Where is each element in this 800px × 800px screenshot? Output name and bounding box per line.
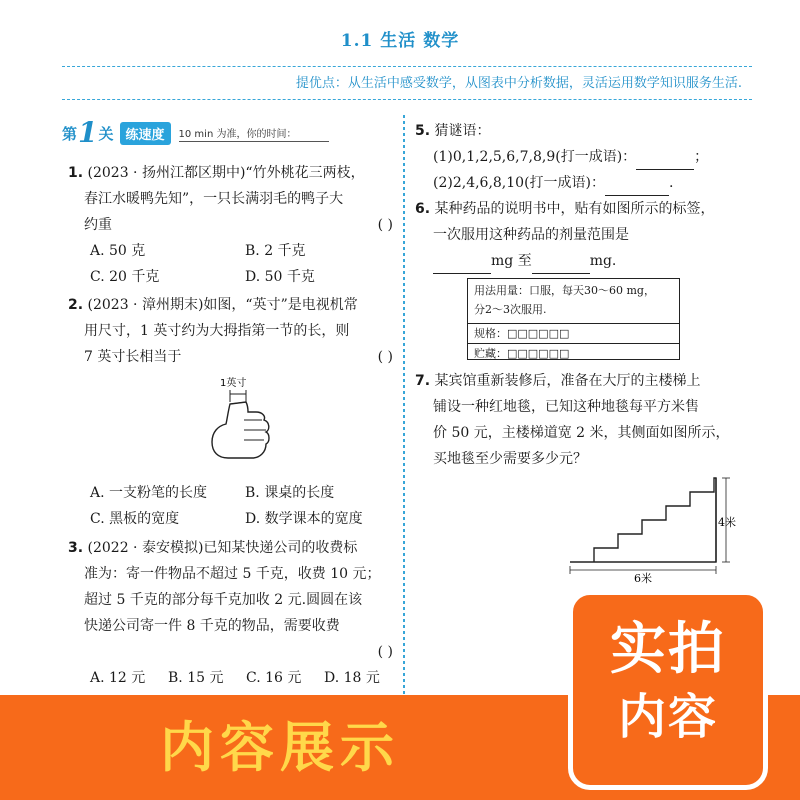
staircase-figure <box>560 470 750 585</box>
medicine-label-spec: 规格：□□□□□□ <box>468 324 679 344</box>
q3-option: C. 16 元 <box>246 670 302 686</box>
q2-line: (2023 · 漳州期末)如图，“英寸”是电视机常 <box>87 297 358 313</box>
q3-line: 准为：寄一件物品不超过 5 千克，收费 10 元； <box>84 566 381 582</box>
q2-option: D. 数学课本的宽度 <box>245 511 363 527</box>
q6-line: 一次服用这种药品的剂量范围是 <box>433 227 629 243</box>
q3-option: A. 12 元 <box>90 670 146 686</box>
inch-label: 1英寸 <box>220 378 247 389</box>
real-photo-stamp <box>568 590 768 790</box>
column-divider <box>403 115 405 695</box>
medicine-label-usage <box>468 279 679 324</box>
q1-line: 春江水暖鸭先知”，一只长满羽毛的鸭子大 <box>84 191 344 207</box>
q1-line: 约重 <box>84 217 112 233</box>
q1-option: A. 50 克 <box>90 243 146 259</box>
q2-option: A. 一支粉笔的长度 <box>90 485 208 501</box>
width-label: 6米 <box>634 572 652 585</box>
height-label: 4米 <box>718 516 736 529</box>
q1-number: 1. <box>68 165 84 181</box>
q3-number: 3. <box>68 540 84 556</box>
q5-line-2: (2)2,4,6,8,10(打一成语)： <box>433 175 605 191</box>
thumb-inch-figure <box>200 372 280 472</box>
q6-end: mg. <box>589 253 617 269</box>
q2-line: 用尺寸，1 英寸约为大拇指第一节的长，则 <box>84 323 350 339</box>
q7-line: 买地毯至少需要多少元？ <box>433 451 587 467</box>
q5-line-1: (1)0,1,2,5,6,7,8,9(打一成语)： <box>433 149 637 165</box>
promo-banner-text: 内容展示 <box>160 716 400 779</box>
q1-answer-paren: ( ) <box>377 217 393 233</box>
q7-number: 7. <box>415 373 431 389</box>
q3-option: B. 15 元 <box>168 670 224 686</box>
question-1 <box>68 160 393 290</box>
q3-line: (2022 · 泰安模拟)已知某快递公司的收费标 <box>87 540 358 556</box>
q7-line: 某宾馆重新装修后，准备在大厅的主楼梯上 <box>434 373 701 389</box>
level-heading <box>62 116 329 149</box>
q5-title: 猜谜语： <box>434 123 491 139</box>
question-3 <box>68 535 393 691</box>
level-suffix: 关 <box>98 124 114 143</box>
q3-line: 快递公司寄一件 8 千克的物品，需要收费 <box>84 618 340 634</box>
q1-option: B. 2 千克 <box>245 243 306 259</box>
q2-options <box>68 480 393 532</box>
question-2 <box>68 292 393 370</box>
tip-bar: 提优点：从生活中感受数学，从图表中分析数据，灵活运用数学知识服务生活. <box>62 66 752 100</box>
level-number: 1 <box>78 116 98 149</box>
level-prefix: 第 <box>62 124 78 143</box>
q3-line: 超过 5 千克的部分每千克加收 2 元.圆圆在该 <box>84 592 363 608</box>
speed-badge: 练速度 <box>120 122 171 145</box>
q6-line: 某种药品的说明书中，贴有如图所示的标签， <box>434 201 715 217</box>
time-note: 10 min 为准，你的时间： <box>179 125 329 142</box>
q2-line: 7 英寸长相当于 <box>84 349 182 365</box>
q7-line: 价 50 元，主楼梯道宽 2 米，其侧面如图所示， <box>433 425 730 441</box>
medicine-label-storage: 贮藏：□□□□□□ <box>474 347 570 360</box>
question-7 <box>415 368 755 472</box>
q2-number: 2. <box>68 297 84 313</box>
q5-line-1-end: ； <box>694 149 709 165</box>
q6-number: 6. <box>415 201 431 217</box>
q5-number: 5. <box>415 123 431 139</box>
question-6 <box>415 196 755 274</box>
q3-option: D. 18 元 <box>324 670 380 686</box>
medicine-label <box>467 278 680 360</box>
q5-line-2-end: . <box>669 175 674 191</box>
usage-line-1: 用法用量：口服，每天30～60 mg， <box>474 284 655 297</box>
q2-answer-paren: ( ) <box>377 349 393 365</box>
question-5 <box>415 118 755 196</box>
q3-answer-paren: ( ) <box>377 644 393 660</box>
q7-line: 铺设一种红地毯，已知这种地毯每平方米售 <box>433 399 699 415</box>
stamp-line-1: 实拍 <box>610 617 726 682</box>
stamp-line-2: 内容 <box>617 689 718 745</box>
q1-option: D. 50 千克 <box>245 269 315 285</box>
q2-option: B. 课桌的长度 <box>245 485 335 501</box>
q6-blank-max[interactable] <box>532 273 590 274</box>
q6-blank-min[interactable] <box>433 273 491 274</box>
q6-mid: mg 至 <box>491 253 532 269</box>
q2-option: C. 黑板的宽度 <box>90 511 180 527</box>
q1-line: (2023 · 扬州江都区期中)“竹外桃花三两枝， <box>87 165 365 181</box>
q1-option: C. 20 千克 <box>90 269 160 285</box>
page-title: 1.1 生活 数学 <box>340 31 460 51</box>
usage-line-2: 分2～3次服用. <box>474 303 547 316</box>
